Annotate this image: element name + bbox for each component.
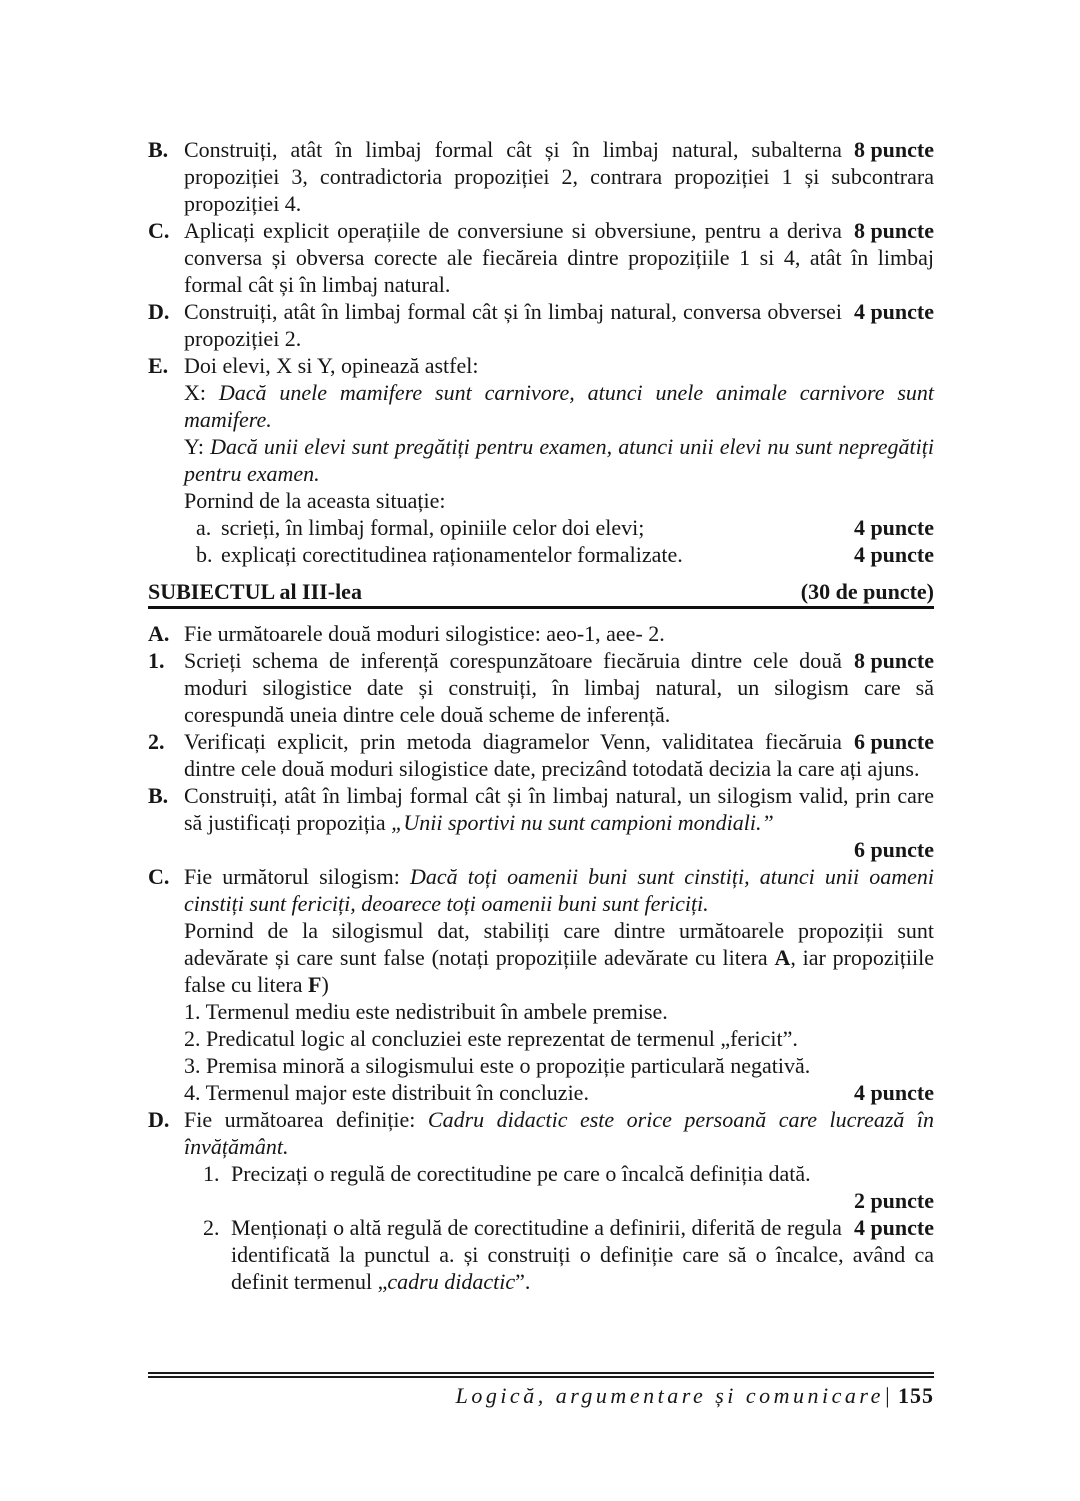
item-text: 6 puncte Verificați explicit, prin metoda diagramelor Venn, validitatea fiecăruia dintre cele două moduri silogistice date, precizând totodată decizia la care ați ajuns. [184,729,934,781]
item-intro: Doi elevi, X si Y, opinează astfel: [184,353,479,378]
item-text: 8 puncte Scrieți schema de inferență corespunzătoare fiecăruia dintre cele două moduri silogistice date și construiți, în limbaj natural, un silogism care să corespundă uneia dintre cele două scheme de inferență. [184,648,934,727]
exam-item-a3 [148,620,934,647]
exam-item-d [148,298,934,352]
item-label: C. [148,864,170,889]
section-points: (30 de puncte) [800,579,934,604]
subitem-a [184,514,934,541]
page-footer [148,1372,934,1409]
footer-text [148,1383,934,1409]
definition-intro: Fie următoarea definiție: Cadru didactic este orice persoană care lucrează în învățământ. [184,1107,934,1159]
subitem-1 [184,1160,934,1214]
book-title: Logică, argumentare și comunicare [455,1383,884,1408]
opinion-y: Y: Dacă unii elevi sunt pregătiți pentru examen, atunci unii elevi nu sunt nepregătiți pentru examen. [184,434,935,486]
exam-item-e [148,352,934,568]
points-badge: 6 puncte [853,837,934,862]
points-badge: 2 puncte [853,1188,934,1213]
item-label: 1. [148,648,165,673]
footer-separator: | [883,1383,890,1408]
section-header [148,578,934,609]
item-label: E. [148,353,169,378]
subitem-text: Precizați o regulă de corectitudine pe care o încalcă definiția dată. [231,1161,811,1186]
syllogism-intro: Fie următorul silogism: Dacă toți oamenii buni sunt cinstiți, atunci unii oameni cinstiți sunt fericiți, deoarece toți oamenii buni sunt fericiți. [184,864,934,916]
subitem-2 [184,1214,934,1295]
item-text: 8 puncte Aplicați explicit operațiile de conversiune si obversiune, pentru a deriva conversa și obversa corecte ale fiecăreia dintre propozițiile 1 si 4, atât în limbaj formal cât și în limbaj natural. [184,218,934,297]
points-badge: 8 puncte [853,137,934,162]
item-outro: Pornind de la aceasta situație: [184,488,446,513]
opinion-x: X: Dacă unele mamifere sunt carnivore, atunci unele animale carnivore sunt mamifere. [184,380,935,432]
item-label: A. [148,621,170,646]
exam-item-c3 [148,863,934,1106]
subitem-text: 4 puncte explicați corectitudinea raționamentelor formalizate. [221,542,934,567]
subitem-label: 1. [203,1161,220,1186]
item-label: D. [148,1107,170,1132]
subitem-label: 2. [203,1215,220,1240]
exam-item-1 [148,647,934,728]
page-number: 155 [898,1383,934,1408]
subitem-label: b. [196,542,213,567]
item-text: 4 puncte Construiți, atât în limbaj formal cât și în limbaj natural, conversa obversei propoziției 2. [184,299,934,351]
letter-false: F [308,972,322,997]
exam-item-b3 [148,782,934,863]
task-text: Pornind de la silogismul dat, stabiliți care dintre următoarele propoziții sunt adevărate și care sunt false (notați propozițiile adevărate cu litera A, iar propozițiile false cu litera F) [184,918,934,997]
points-badge: 8 puncte [853,218,934,243]
item-label: 2. [148,729,165,754]
subitem-text: 4 puncte scrieți, în limbaj formal, opiniile celor doi elevi; [221,515,934,540]
defined-term: cadru didactic [387,1269,516,1294]
exam-item-d3 [148,1106,934,1295]
item-label: C. [148,218,170,243]
item-label: B. [148,137,169,162]
letter-true: A [774,945,791,970]
exam-item-c [148,217,934,298]
item-label: B. [148,783,169,808]
exam-item-2 [148,728,934,782]
item-text: Fie următoarele două moduri silogistice: aeo-1, aee- 2. [184,621,665,646]
subitem-b [184,541,934,568]
statement-3: 3. Premisa minoră a silogismului este o propoziție particulară negativă. [184,1053,811,1078]
item-text: Construiți, atât în limbaj formal cât și în limbaj natural, un silogism valid, prin care să justificați propoziția „Unii sportivi nu sunt campioni mondiali.” [184,783,934,835]
statement-1: 1. Termenul mediu este nedistribuit în ambele premise. [184,999,668,1024]
content-column [148,136,934,1295]
syllogism-text: Dacă toți oamenii buni sunt cinstiți, atunci unii oameni cinstiți sunt fericiți, deoarece toți oamenii buni sunt fericiți. [184,864,934,916]
quoted-proposition: „Unii sportivi nu sunt campioni mondiali.” [391,810,774,835]
subitem-label: a. [196,515,212,540]
footer-rule [148,1372,934,1378]
exam-item-b [148,136,934,217]
points-badge: 6 puncte [853,729,934,754]
points-badge: 4 puncte [853,1215,934,1240]
item-label: D. [148,299,170,324]
points-badge: 8 puncte [853,648,934,673]
statement-2: 2. Predicatul logic al concluziei este reprezentat de termenul „fericit”. [184,1026,798,1051]
statement-4: 4 puncte 4. Termenul major este distribuit în concluzie. [184,1080,934,1105]
points-badge: 4 puncte [853,1080,934,1105]
section-title: SUBIECTUL al III-lea [148,579,362,604]
points-badge: 4 puncte [853,515,934,540]
points-badge: 4 puncte [853,542,934,567]
item-text: 8 puncte Construiți, atât în limbaj formal cât și în limbaj natural, subalterna propoziției 3, contradictoria propoziției 2, contrara propoziției 1 și subcontrara propoziției 4. [184,137,934,216]
subitem-text: 4 puncte Menționați o altă regulă de corectitudine a definirii, diferită de regula identificată la punctul a. și construiți o definiție care să o încalce, având ca definit termenul „cadru didactic”. [231,1215,934,1294]
points-badge: 4 puncte [853,299,934,324]
definition-text: Cadru didactic este orice persoană care lucrează în învățământ. [184,1107,934,1159]
